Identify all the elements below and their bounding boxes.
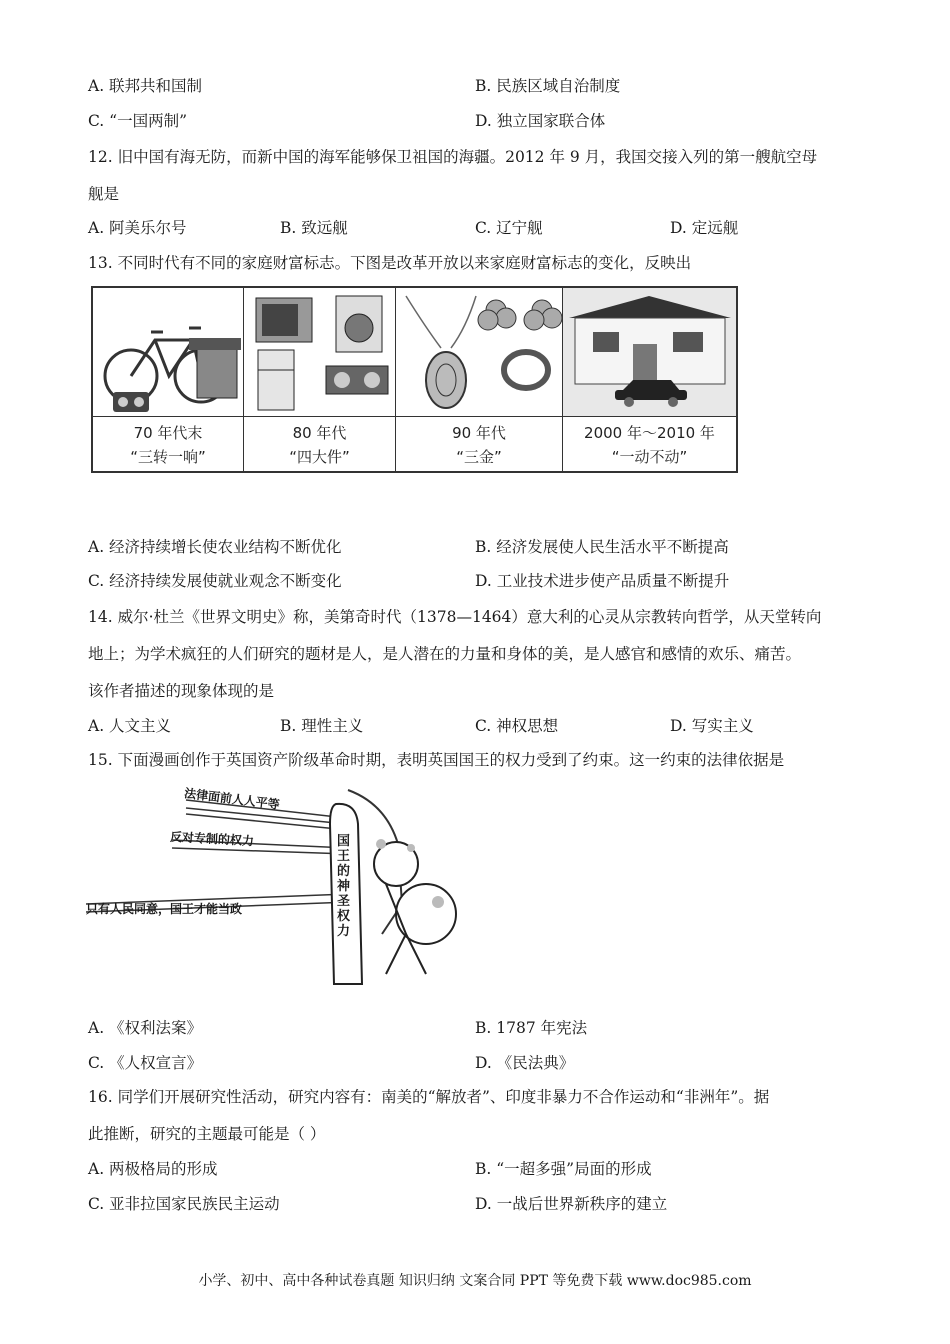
bicycle-sewing-machine-watch-radio-icon bbox=[93, 288, 243, 416]
q13-option-c: C. 经济持续发展使就业观念不断变化 bbox=[88, 572, 342, 590]
q13-option-d: D. 工业技术进步使产品质量不断提升 bbox=[475, 572, 730, 590]
cartoon-drawing bbox=[86, 784, 476, 994]
q13-option-b: B. 经济发展使人民生活水平不断提高 bbox=[475, 538, 729, 556]
cartoon-arrow-label-2: 反对专制的权力 bbox=[169, 829, 255, 849]
q16-option-b: B. “一超多强”局面的形成 bbox=[475, 1160, 652, 1178]
q15-stem: 15. 下面漫画创作于英国资产阶级革命时期，表明英国国王的权力受到了约束。这一约束的法律依据是 bbox=[88, 751, 785, 769]
q16-stem-line1: 16. 同学们开展研究性活动，研究内容有：南美的“解放者”、印度非暴力不合作运动和“非洲年”。据 bbox=[88, 1088, 770, 1106]
cartoon-shield-label: 国王的神圣权力 bbox=[337, 834, 351, 939]
q14-option-a: A. 人文主义 bbox=[88, 717, 172, 735]
q12-option-d: D. 定远舰 bbox=[670, 219, 739, 237]
panel-90s bbox=[396, 288, 563, 471]
king-power-cartoon bbox=[86, 784, 476, 994]
tv-washer-fridge-recorder-icon bbox=[244, 288, 395, 416]
q14-option-d: D. 写实主义 bbox=[670, 717, 754, 735]
q14-option-c: C. 神权思想 bbox=[475, 717, 559, 735]
necklace-earrings-ring-icon bbox=[396, 288, 562, 416]
q11-option-d: D. 独立国家联合体 bbox=[475, 112, 606, 130]
panel-2000s bbox=[563, 288, 736, 471]
q15-option-b: B. 1787 年宪法 bbox=[475, 1019, 588, 1037]
q15-option-c: C. 《人权宣言》 bbox=[88, 1054, 203, 1072]
q13-stem: 13. 不同时代有不同的家庭财富标志。下图是改革开放以来家庭财富标志的变化，反映出 bbox=[88, 254, 692, 272]
q12-option-a: A. 阿美乐尔号 bbox=[88, 219, 187, 237]
panel-2000s-era: 2000 年～2010 年 bbox=[584, 424, 715, 442]
panel-80s-name: “四大件” bbox=[289, 448, 350, 466]
panel-70s-era: 70 年代末 bbox=[133, 424, 203, 442]
q15-option-d: D. 《民法典》 bbox=[475, 1054, 575, 1072]
q15-option-a: A. 《权利法案》 bbox=[88, 1019, 203, 1037]
cartoon-arrow-label-3: 只有人民同意，国王才能当政 bbox=[86, 902, 243, 916]
house-car-icon bbox=[563, 288, 736, 416]
panel-80s-era: 80 年代 bbox=[292, 424, 347, 442]
panel-2000s-name: “一动不动” bbox=[611, 448, 688, 466]
q16-option-a: A. 两极格局的形成 bbox=[88, 1160, 218, 1178]
q16-option-c: C. 亚非拉国家民族民主运动 bbox=[88, 1195, 280, 1213]
q12-stem-line2: 舰是 bbox=[88, 185, 120, 203]
q13-option-a: A. 经济持续增长使农业结构不断优化 bbox=[88, 538, 342, 556]
wealth-symbols-figure bbox=[91, 286, 738, 473]
panel-90s-name: “三金” bbox=[456, 448, 502, 466]
q12-option-b: B. 致远舰 bbox=[280, 219, 348, 237]
panel-70s bbox=[93, 288, 244, 471]
panel-70s-name: “三转一响” bbox=[130, 448, 206, 466]
q14-option-b: B. 理性主义 bbox=[280, 717, 364, 735]
panel-80s bbox=[244, 288, 396, 471]
panel-90s-era: 90 年代 bbox=[452, 424, 506, 442]
q11-option-a: A. 联邦共和国制 bbox=[88, 77, 203, 95]
page-footer: 小学、初中、高中各种试卷真题 知识归纳 文案合同 PPT 等免费下载 www.doc985.com bbox=[198, 1273, 752, 1289]
q11-option-b: B. 民族区域自治制度 bbox=[475, 77, 621, 95]
cartoon-arrow-label-1: 法律面前人人平等 bbox=[183, 786, 281, 812]
q14-stem-line2: 地上；为学术疯狂的人们研究的题材是人，是人潜在的力量和身体的美，是人感官和感情的欢乐、痛苦。 bbox=[88, 645, 802, 663]
q14-stem-line1: 14. 威尔·杜兰《世界文明史》称，美第奇时代（1378—1464）意大利的心灵从宗教转向哲学，从天堂转向 bbox=[88, 608, 822, 626]
q16-option-d: D. 一战后世界新秩序的建立 bbox=[475, 1195, 668, 1213]
q12-stem-line1: 12. 旧中国有海无防，而新中国的海军能够保卫祖国的海疆。2012 年 9 月，我国交接入列的第一艘航空母 bbox=[88, 148, 818, 166]
q12-option-c: C. 辽宁舰 bbox=[475, 219, 543, 237]
q14-stem-line3: 该作者描述的现象体现的是 bbox=[88, 682, 275, 700]
q11-option-c: C. “一国两制” bbox=[88, 112, 188, 130]
q16-stem-line2: 此推断，研究的主题最可能是（ ） bbox=[88, 1125, 326, 1143]
